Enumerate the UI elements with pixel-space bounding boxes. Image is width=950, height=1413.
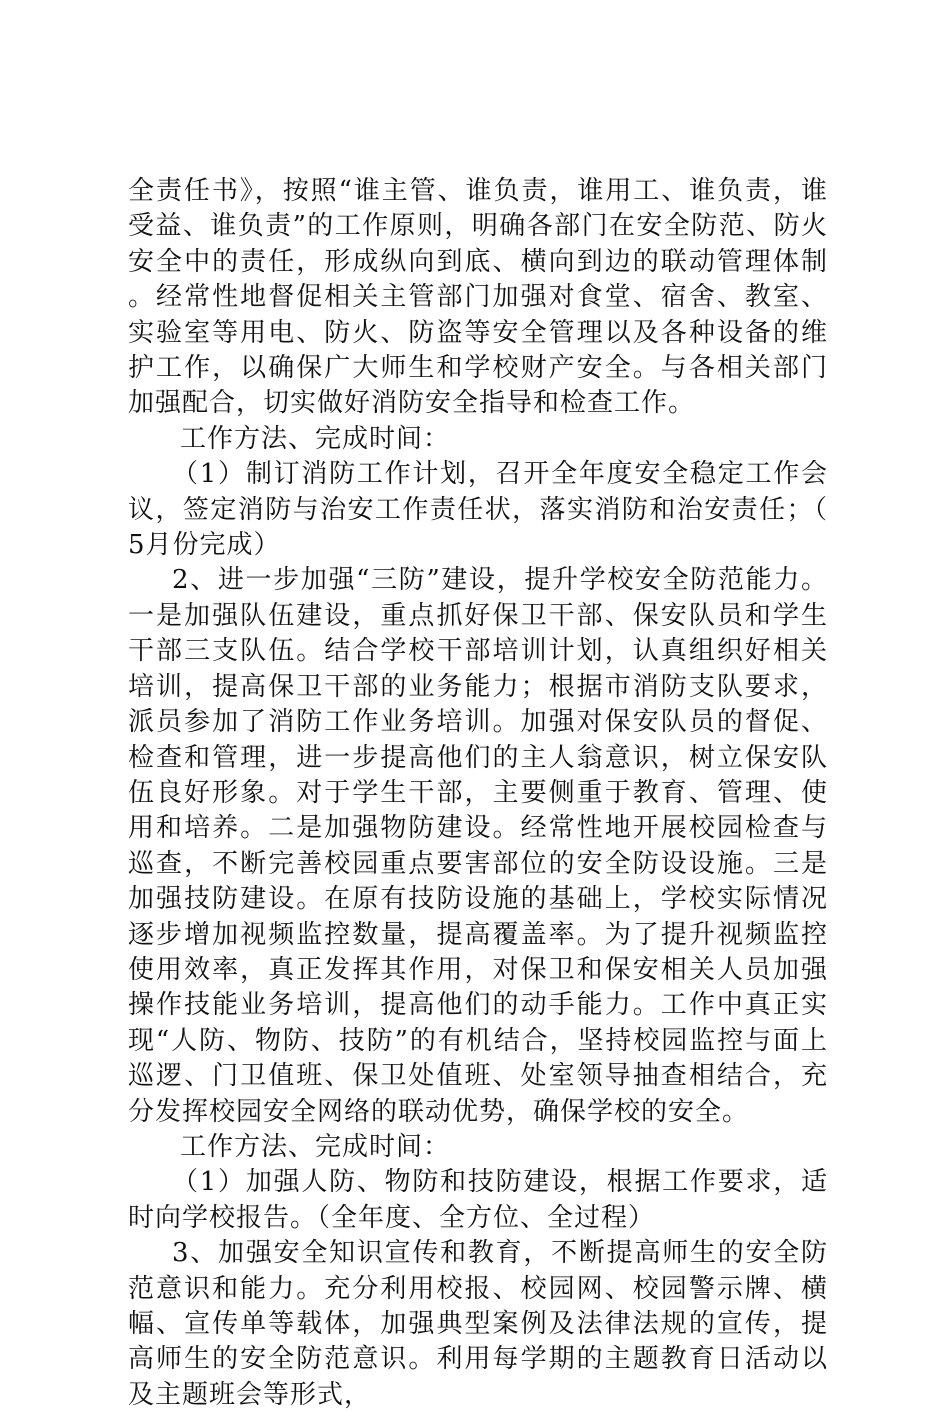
- paragraph-three-defenses: 2、进一步加强“三防”建设，提升学校安全防范能力。一是加强队伍建设，重点抓好保卫干部、保安队员和学生干部三支队伍。结合学校干部培训计划，认真组织好相关培训，提高保卫干部的业务能力；根据市消防支队要求，派员参加了消防工作业务培训。加强对保安队员的督促、检查和管理，进一步提高他们的主人翁意识，树立保安队伍良好形象。对于学生干部，主要侧重于教育、管理、使用和培养。二是加强物防建设。经常性地开展校园检查与巡查，不断完善校园重点要害部位的安全防设设施。三是加强技防建设。在原有技防设施的基础上，学校实际情况逐步增加视频监控数量，提高覆盖率。为了提升视频监控使用效率，真正发挥其作用，对保卫和保安相关人员加强操作技能业务培训，提高他们的动手能力。工作中真正实现“人防、物防、技防”的有机结合，坚持校园监控与面上巡逻、门卫值班、保卫处值班、处室领导抽查相结合，充分发挥校园安全网络的联动优势，确保学校的安全。: [128, 565, 828, 1127]
- paragraph-fire-plan: （1）制订消防工作计划，召开全年度安全稳定工作会议，签定消防与治安工作责任状，落实消防和治安责任；（5月份完成）: [128, 459, 828, 561]
- paragraph-method-heading-2: 工作方法、完成时间：: [180, 1131, 451, 1162]
- paragraph-safety-education: 3、加强安全知识宣传和教育，不断提高师生的安全防范意识和能力。充分利用校报、校园网、校园警示牌、横幅、宣传单等载体，加强典型案例及法律法规的宣传，提高师生的安全防范意识。利用每学期的主题教育日活动以及主题班会等形式，: [128, 1238, 828, 1410]
- paragraph-method-heading-1: 工作方法、完成时间：: [180, 423, 451, 454]
- document-body: [128, 174, 828, 1413]
- paragraph-responsibility: 全责任书》，按照“谁主管、谁负责，谁用工、谁负责，谁受益、谁负责”的工作原则，明确各部门在安全防范、防火安全中的责任，形成纵向到底、横向到边的联动管理体制。经常性地督促相关主管部门加强对食堂、宿舍、教室、实验室等用电、防火、防盗等安全管理以及各种设备的维护工作，以确保广大师生和学校财产安全。与各相关部门加强配合，切实做好消防安全指导和检查工作。: [128, 176, 828, 419]
- paragraph-defense-report: （1）加强人防、物防和技防建设，根据工作要求，适时向学校报告。（全年度、全方位、全过程）: [128, 1167, 828, 1233]
